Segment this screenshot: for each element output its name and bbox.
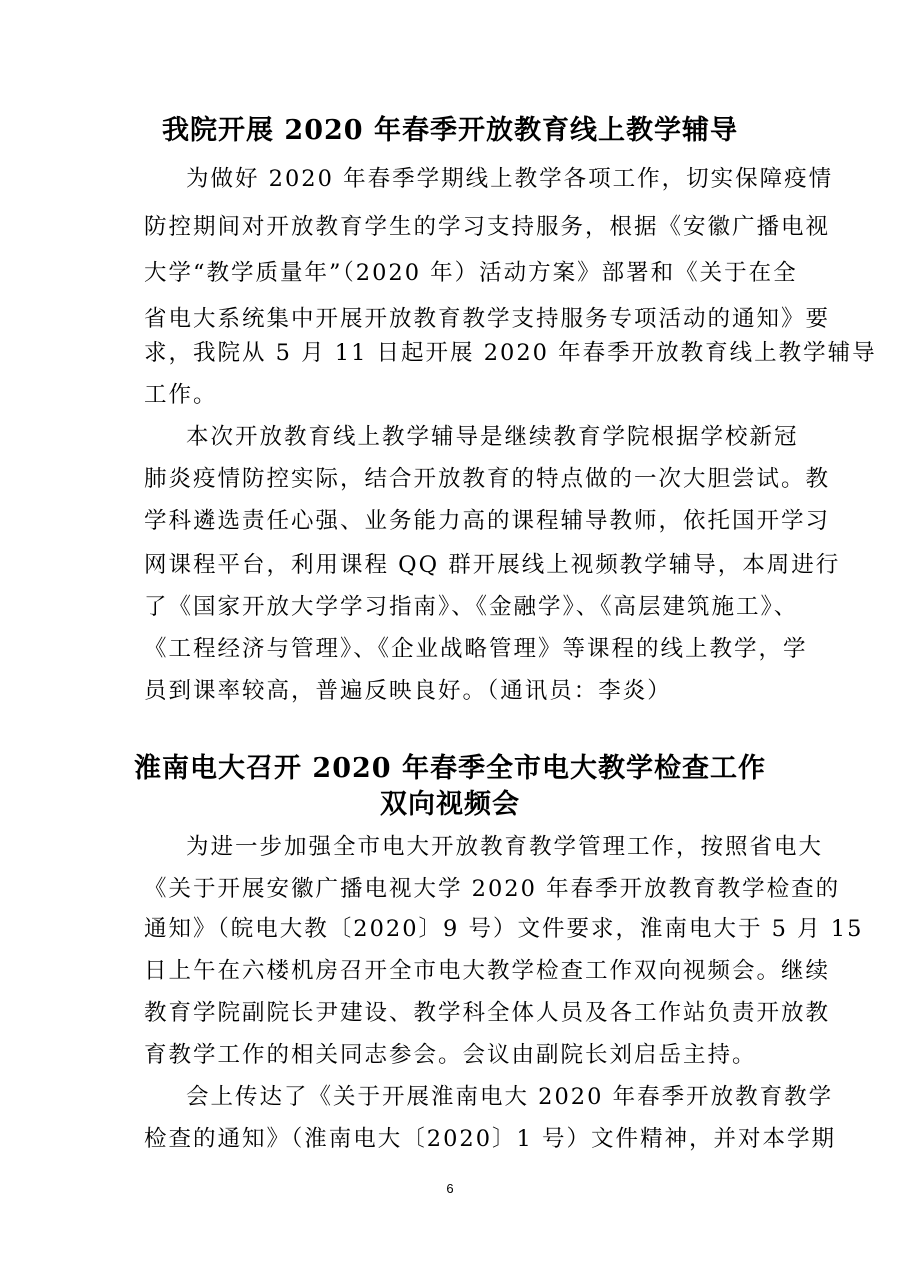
- article1-title: 我院开展 2020 年春季开放教育线上教学辅导: [162, 115, 738, 146]
- article1-p1-line: 大学“教学质量年”（2020 年）活动方案》部署和《关于在全: [144, 260, 798, 286]
- article2-p1-line: 育教学工作的相关同志参会。会议由副院长刘启岳主持。: [144, 1042, 757, 1068]
- article1-p2-line: 学科遴选责任心强、业务能力高的课程辅导教师，依托国开学习: [144, 508, 831, 534]
- article1-p2-line: 本次开放教育线上教学辅导是继续教育学院根据学校新冠: [186, 424, 799, 450]
- article2-p1-line: 教育学院副院长尹建设、教学科全体人员及各工作站负责开放教: [144, 1000, 831, 1026]
- article2-p2-line: 检查的通知》（淮南电大〔2020〕1 号）文件精神，并对本学期: [144, 1126, 836, 1152]
- article1-p1-line: 省电大系统集中开展开放教育教学支持服务专项活动的通知》要: [144, 306, 831, 332]
- article2-p1-line: 日上午在六楼机房召开全市电大教学检查工作双向视频会。继续: [144, 958, 831, 984]
- article2-title-line2: 双向视频会: [380, 789, 520, 820]
- article1-p1-line: 求，我院从 5 月 11 日起开展 2020 年春季开放教育线上教学辅导: [144, 340, 877, 366]
- page-number: 6: [446, 1181, 454, 1196]
- article2-p1-line: 为进一步加强全市电大开放教育教学管理工作，按照省电大: [186, 834, 824, 860]
- article2-p2-line: 会上传达了《关于开展淮南电大 2020 年春季开放教育教学: [186, 1084, 834, 1110]
- article1-p1-line: 工作。: [144, 382, 218, 408]
- article2-p1-line: 通知》（皖电大教〔2020〕9 号）文件要求，淮南电大于 5 月 15: [144, 916, 864, 942]
- article1-p2-line: 了《国家开放大学学习指南》、《金融学》、《高层建筑施工》、: [144, 594, 799, 620]
- article2-title-line1: 淮南电大召开 2020 年春季全市电大教学检查工作: [134, 753, 766, 784]
- article1-p1-line: 防控期间对开放教育学生的学习支持服务，根据《安徽广播电视: [144, 214, 831, 240]
- article1-p2-line: 肺炎疫情防控实际，结合开放教育的特点做的一次大胆尝试。教: [144, 466, 831, 492]
- article1-p2-line: 员到课率较高，普遍反映良好。（通讯员：李炎）: [144, 678, 672, 704]
- article1-p2-line: 《工程经济与管理》、《企业战略管理》等课程的线上教学，学: [144, 636, 808, 662]
- article1-p2-line: 网课程平台，利用课程 QQ 群开展线上视频教学辅导，本周进行: [144, 552, 841, 578]
- article2-p1-line: 《关于开展安徽广播电视大学 2020 年春季开放教育教学检查的: [144, 876, 841, 902]
- article1-p1-line: 为做好 2020 年春季学期线上教学各项工作，切实保障疫情: [186, 166, 834, 192]
